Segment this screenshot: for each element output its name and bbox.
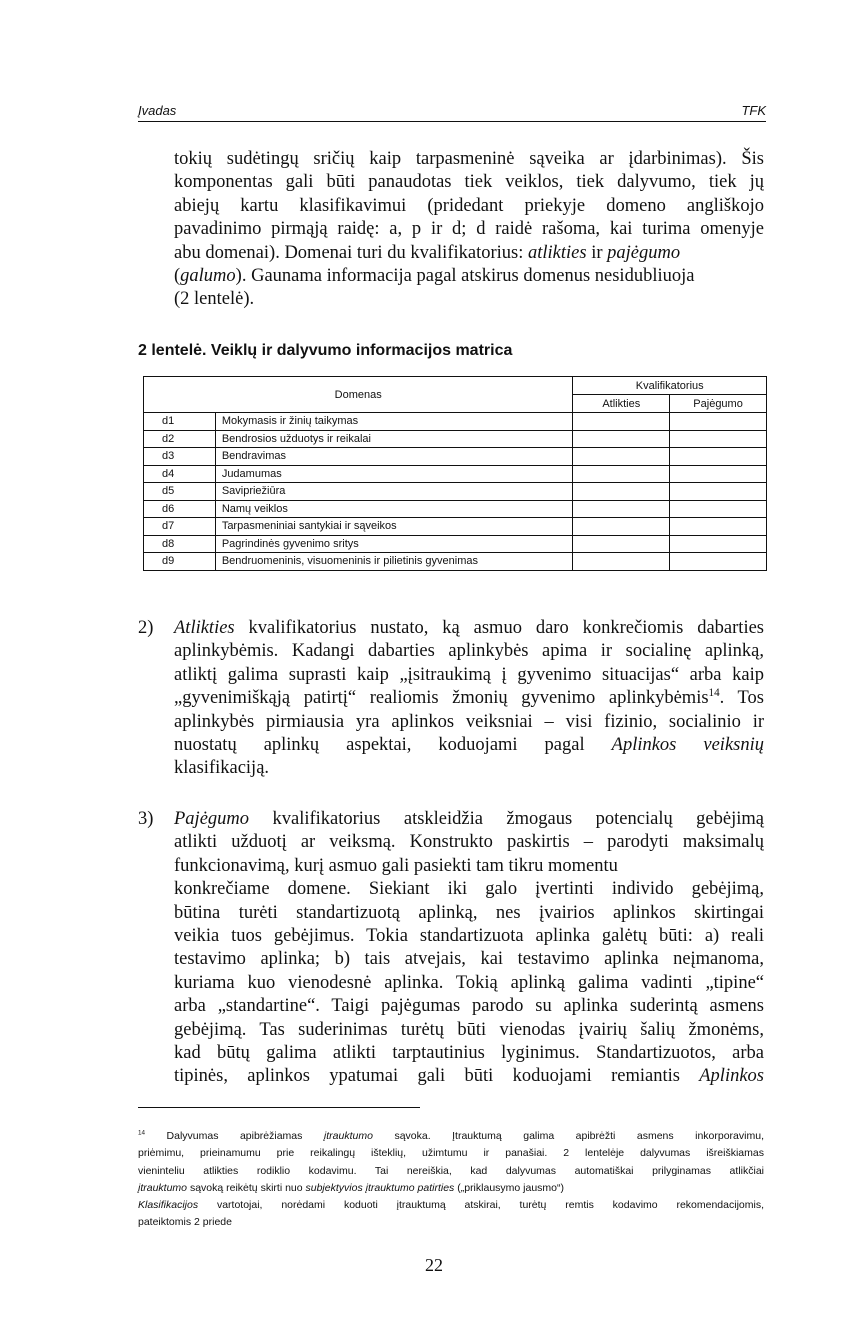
table-caption: 2 lentelė. Veiklų ir dalyvumo informacijos matrica bbox=[138, 342, 513, 359]
table-row bbox=[144, 448, 767, 466]
text-line: „gyvenimiškąją patirtį“ realiomis žmonių gyvenimo aplinkybėmis$^{14}$. Tos bbox=[174, 687, 764, 709]
performance-cell bbox=[573, 535, 670, 553]
page-number: 22 bbox=[425, 1255, 443, 1275]
text-line: atlikti užduotį ar veiksmą. Konstrukto paskirtis – parodyti maksimalų bbox=[174, 832, 764, 853]
domain-name: Pagrindinės gyvenimo sritys bbox=[215, 535, 573, 553]
header-qualifiers: Kvalifikatorius bbox=[573, 377, 767, 395]
domain-code: d7 bbox=[144, 518, 216, 536]
text-line: abiejų kartu klasifikavimui (pridedant priekyje domeno angliškojo bbox=[174, 195, 764, 216]
performance-cell bbox=[573, 500, 670, 518]
footnote-line: įtrauktumo sąvoką reikėtų skirti nuo subjektyvios įtrauktumo patirties („priklausymo jausmo“) bbox=[138, 1181, 564, 1194]
footnote-line: priėmimu, prieinamumu prie reikalingų išteklių, užimtumu ir panašiai. 2 lentelėje dalyvumas išreiškiamas bbox=[138, 1147, 764, 1160]
capacity-cell bbox=[670, 535, 767, 553]
domain-name: Bendrosios užduotys ir reikalai bbox=[215, 430, 573, 448]
footnote-line: $^{14}$ Dalyvumas apibrėžiamas įtrauktumo sąvoka. Įtrauktumą galima apibrėžti asmens inkorporavimu, bbox=[138, 1129, 764, 1142]
domain-name: Mokymasis ir žinių taikymas bbox=[215, 413, 573, 431]
domain-name: Namų veiklos bbox=[215, 500, 573, 518]
text-line: būtina turėti standartizuotą aplinką, nes įvairios aplinkos skirtingai bbox=[174, 902, 764, 923]
text-line: Atlikties kvalifikatorius nustato, ką asmuo daro konkrečiomis dabarties bbox=[174, 618, 764, 638]
capacity-cell bbox=[670, 518, 767, 536]
table-row bbox=[144, 553, 767, 571]
table-row bbox=[144, 413, 767, 431]
information-matrix-table bbox=[143, 376, 767, 571]
performance-cell bbox=[573, 430, 670, 448]
list-item-text bbox=[174, 617, 764, 781]
header-section-title: Įvadas bbox=[138, 103, 177, 118]
domain-code: d6 bbox=[144, 500, 216, 518]
text-line: atliktį galima suprasti kaip „įsitraukimą į gyvenimo situacijas“ arba kaip bbox=[174, 664, 764, 685]
domain-name: Bendravimas bbox=[215, 448, 573, 466]
capacity-cell bbox=[670, 553, 767, 571]
performance-cell bbox=[573, 413, 670, 431]
footnote-line: vieninteliu atlikties rodiklio kodavimu. Tai nereiškia, kad dalyvumas automatiškai prilyginamas atlikčiai bbox=[138, 1164, 764, 1177]
text-line: abu domenai). Domenai turi du kvalifikatorius: atlikties ir pajėgumo bbox=[174, 242, 681, 263]
text-line: testavimo aplinka; b) tais atvejais, kai testavimo aplinka neįmanoma, bbox=[174, 949, 764, 970]
header-rule bbox=[138, 121, 766, 122]
performance-cell bbox=[573, 448, 670, 466]
domain-name: Judamumas bbox=[215, 465, 573, 483]
text-line: komponentas gali būti panaudotas tiek veiklos, tiek dalyvumo, tiek jų bbox=[174, 172, 764, 193]
table-row bbox=[144, 465, 767, 483]
capacity-cell bbox=[670, 483, 767, 501]
text-line: arba „standartine“. Taigi pajėgumas parodo su aplinka suderintą asmens bbox=[174, 996, 764, 1017]
domain-code: d8 bbox=[144, 535, 216, 553]
performance-cell bbox=[573, 465, 670, 483]
text-line: klasifikaciją. bbox=[174, 758, 270, 779]
list-item-text bbox=[174, 808, 764, 1089]
capacity-cell bbox=[670, 448, 767, 466]
text-line: aplinkybėmis. Kadangi dabarties aplinkybės apima ir socialinę aplinką, bbox=[174, 641, 764, 662]
footnote-rule bbox=[138, 1107, 420, 1108]
table-row bbox=[144, 518, 767, 536]
list-number: 3) bbox=[138, 809, 154, 829]
capacity-cell bbox=[670, 430, 767, 448]
text-line: konkrečiame domene. Siekiant iki galo įvertinti individo gebėjimą, bbox=[174, 879, 764, 900]
footnote-14 bbox=[138, 1128, 764, 1232]
domain-name: Savipriežiūra bbox=[215, 483, 573, 501]
header-domain: Domenas bbox=[144, 377, 573, 413]
performance-cell bbox=[573, 518, 670, 536]
text-line: veikia tuos gebėjimus. Tokia standartizuota aplinka galėtų būti: a) reali bbox=[174, 926, 764, 947]
header-abbreviation: TFK bbox=[741, 103, 766, 118]
table-row bbox=[144, 535, 767, 553]
running-header bbox=[138, 100, 766, 122]
capacity-cell bbox=[670, 465, 767, 483]
text-line: Pajėgumo kvalifikatorius atskleidžia žmogaus potencialų gebėjimą bbox=[174, 809, 764, 829]
header-capacity: Pajėgumo bbox=[670, 395, 767, 413]
table-row bbox=[144, 500, 767, 518]
domain-code: d4 bbox=[144, 465, 216, 483]
text-line: nuostatų aplinkų aspektai, koduojami pagal Aplinkos veiksnių bbox=[174, 735, 764, 756]
domain-code: d3 bbox=[144, 448, 216, 466]
text-line: kad būtų galima atlikti tarptautinius lyginimus. Standartizuotos, arba bbox=[174, 1043, 764, 1064]
text-line: tokių sudėtingų sričių kaip tarpasmeninė sąveika ar įdarbinimas). Šis bbox=[174, 149, 764, 169]
domain-name: Bendruomeninis, visuomeninis ir pilietinis gyvenimas bbox=[215, 553, 573, 571]
performance-cell bbox=[573, 483, 670, 501]
text-line: kuriama kuo vienodesnė aplinka. Tokią aplinką galima vadinti „tipine“ bbox=[174, 972, 764, 993]
domain-name: Tarpasmeniniai santykiai ir sąveikos bbox=[215, 518, 573, 536]
text-line: (galumo). Gaunama informacija pagal atskirus domenus nesidubliuoja bbox=[174, 266, 695, 287]
table-row bbox=[144, 430, 767, 448]
text-line: tipinės, aplinkos ypatumai gali būti koduojami remiantis Aplinkos bbox=[174, 1066, 764, 1087]
intro-paragraph bbox=[174, 148, 764, 312]
domain-code: d9 bbox=[144, 553, 216, 571]
text-line: gebėjimą. Tas suderinimas turėtų būti vienodas įvairių šalių žmonėms, bbox=[174, 1019, 764, 1040]
text-line: (2 lentelė). bbox=[174, 289, 255, 310]
list-number: 2) bbox=[138, 618, 154, 638]
performance-cell bbox=[573, 553, 670, 571]
footnote-line: pateiktomis 2 priede bbox=[138, 1216, 232, 1229]
header-performance: Atlikties bbox=[573, 395, 670, 413]
text-line: funkcionavimą, kurį asmuo gali pasiekti tam tikru momentu bbox=[174, 855, 618, 876]
text-line: pavadinimo pirmąją raidę: a, p ir d; d raidė rašoma, kai turima omenyje bbox=[174, 219, 764, 240]
capacity-cell bbox=[670, 413, 767, 431]
domain-code: d2 bbox=[144, 430, 216, 448]
footnote-line: Klasifikacijos vartotojai, norėdami koduoti įtrauktumą atskirai, turėtų remtis kodavimo rekomendacijomis, bbox=[138, 1199, 764, 1212]
domain-code: d1 bbox=[144, 413, 216, 431]
domain-code: d5 bbox=[144, 483, 216, 501]
text-line: aplinkybės pirmiausia yra aplinkos veiksniai – visi fizinio, socialinio ir bbox=[174, 711, 764, 732]
capacity-cell bbox=[670, 500, 767, 518]
table-row bbox=[144, 483, 767, 501]
